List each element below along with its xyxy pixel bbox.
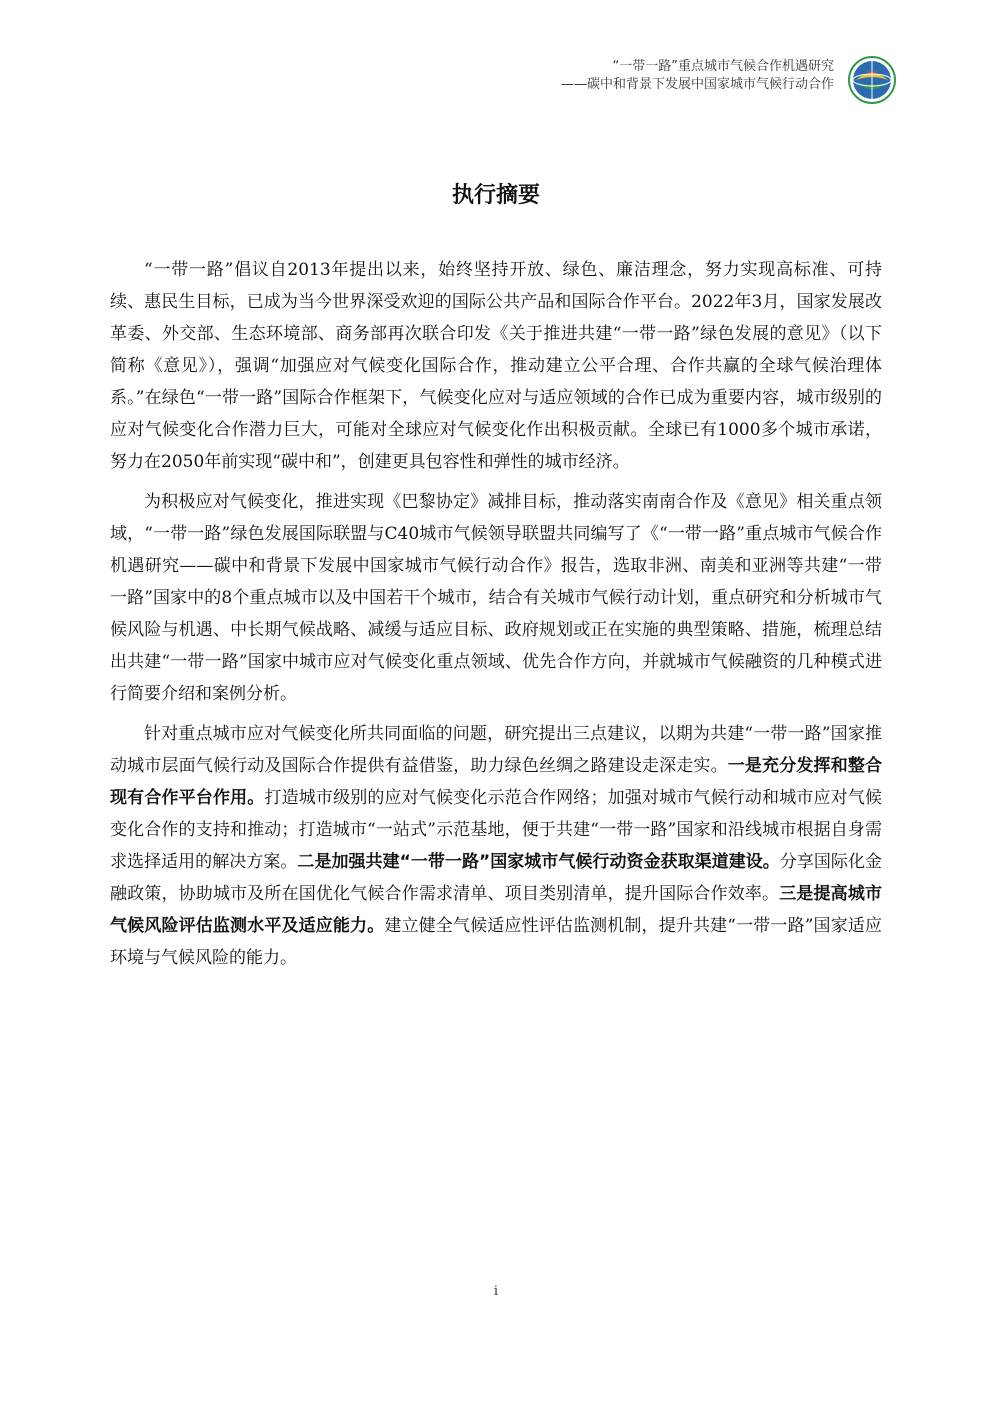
paragraph-2 [110, 486, 882, 710]
globe-emblem-icon [848, 56, 896, 104]
paragraph-text: 分享国际化金融政策，协助城市及所在国优化气候合作需求清单、项目类别清单，提升国际合作效率。 [110, 852, 882, 904]
recommendation-3-heading: 三是提高城市气候风险评估监测水平及适应能力。 [110, 884, 882, 936]
paragraph-text: 针对重点城市应对气候变化所共同面临的问题，研究提出三点建议，以期为共建“一带一路”国家推动城市层面气候行动及国际合作提供有益借鉴，助力绿色丝绸之路建设走深走实。 [110, 724, 882, 776]
paragraph-text: 打造城市级别的应对气候变化示范合作网络；加强对城市气候行动和城市应对气候变化合作的支持和推动；打造城市“一站式”示范基地，便于共建“一带一路”国家和沿线城市根据自身需求选择适用的解决方案。 [110, 788, 883, 872]
running-header [234, 58, 834, 94]
paragraph-text: 为积极应对气候变化，推进实现《巴黎协定》减排目标，推动落实南南合作及《意见》相关重点领域，“一带一路”绿色发展国际联盟与C40城市气候领导联盟共同编写了《“一带一路”重点城市气候合作机遇研究——碳中和背景下发展中国家城市气候行动合作》报告，选取非洲、南美和亚洲等共建“一带一路”国家中的8个重点城市以及中国若干个城市，结合有关城市气候行动计划，重点研究和分析城市气候风险与机遇、中长期气候战略、减缓与适应目标、政府规划或正在实施的典型策略、措施，梳理总结出共建“一带一路”国家中城市应对气候变化重点领域、优先合作方向，并就城市气候融资的几种模式进行简要介绍和案例分析。 [110, 492, 882, 704]
recommendation-2-heading: 二是加强共建“一带一路”国家城市气候行动资金获取渠道建设。 [297, 852, 780, 872]
running-header-subtitle: ——碳中和背景下发展中国家城市气候行动合作 [560, 77, 834, 92]
paragraph-1 [110, 254, 882, 478]
globe-emblem-graphic [848, 56, 896, 104]
paragraph-text: “一带一路”倡议自2013年提出以来，始终坚持开放、绿色、廉洁理念，努力实现高标准、可持续、惠民生目标，已成为当今世界深受欢迎的国际公共产品和国际合作平台。2022年3月，国家发展改革委、外交部、生态环境部、商务部再次联合印发《关于推进共建“一带一路”绿色发展的意见》（以下简称《意见》），强调“加强应对气候变化国际合作，推动建立公平合理、合作共赢的全球气候治理体系。”在绿色“一带一路”国际合作框架下，气候变化应对与适应领域的合作已成为重要内容，城市级别的应对气候变化合作潜力巨大，可能对全球应对气候变化作出积极贡献。全球已有1000多个城市承诺，努力在2050年前实现“碳中和”，创建更具包容性和弹性的城市经济。 [110, 260, 882, 472]
page-title: 执行摘要 [451, 183, 540, 208]
paragraph-3 [110, 718, 882, 974]
page-number: i [493, 1284, 499, 1299]
running-header-title: “一带一路”重点城市气候合作机遇研究 [612, 59, 834, 74]
executive-summary-body [110, 254, 882, 982]
recommendation-1-heading: 一是充分发挥和整合现有合作平台作用。 [110, 756, 883, 808]
paragraph-text: 建立健全气候适应性评估监测机制，提升共建“一带一路”国家适应环境与气候风险的能力。 [110, 916, 882, 968]
